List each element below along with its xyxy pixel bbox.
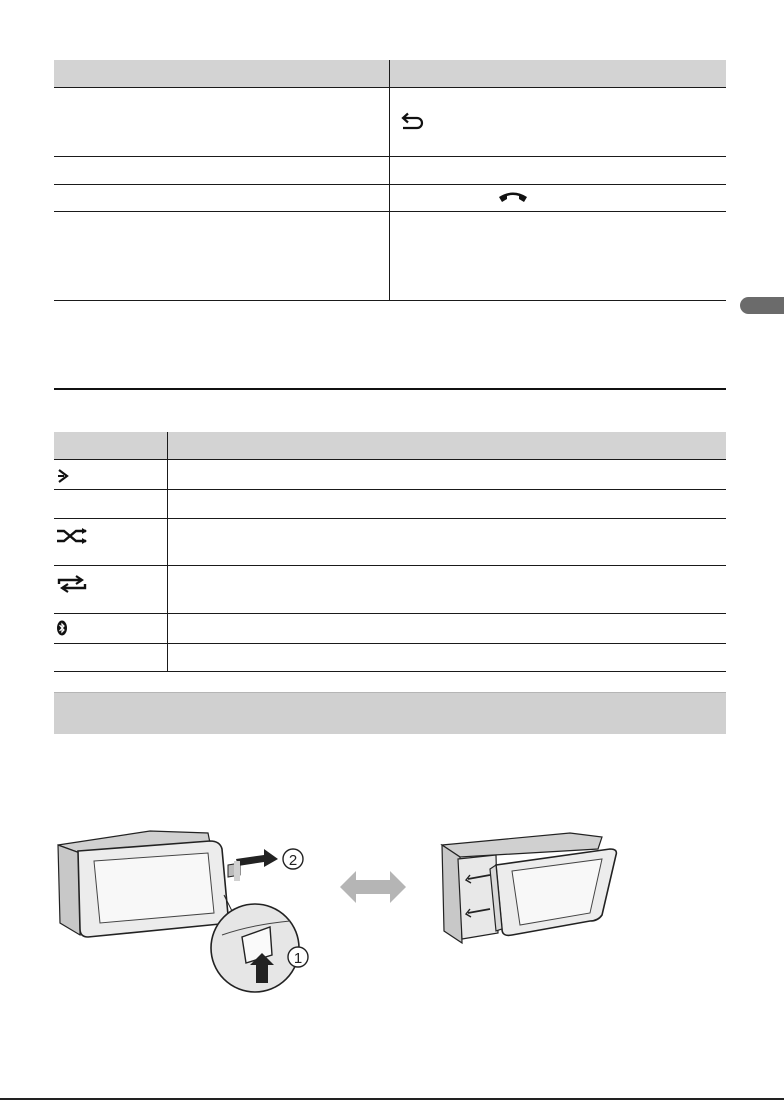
right-unit (442, 833, 616, 943)
indicator-table (54, 432, 726, 672)
callout-1-label: 1 (293, 950, 303, 967)
controls-table (54, 60, 726, 301)
attach-detach-arrow (340, 871, 406, 903)
indicator-table-header (54, 432, 726, 459)
section-divider (54, 388, 726, 390)
bluetooth-icon (56, 620, 68, 636)
repeat-icon (56, 575, 88, 593)
phone-hangup-icon (496, 190, 530, 206)
section-heading-bar (54, 692, 726, 734)
controls-table-header (54, 60, 726, 87)
bluetooth-audio-icon (56, 469, 72, 483)
shuffle-icon (56, 528, 92, 544)
callout-2-label: 2 (288, 852, 298, 869)
page-bottom-rule (0, 1098, 784, 1100)
back-arrow-icon (400, 112, 426, 130)
language-side-tab (740, 297, 784, 314)
front-panel-illustration (50, 825, 620, 1005)
